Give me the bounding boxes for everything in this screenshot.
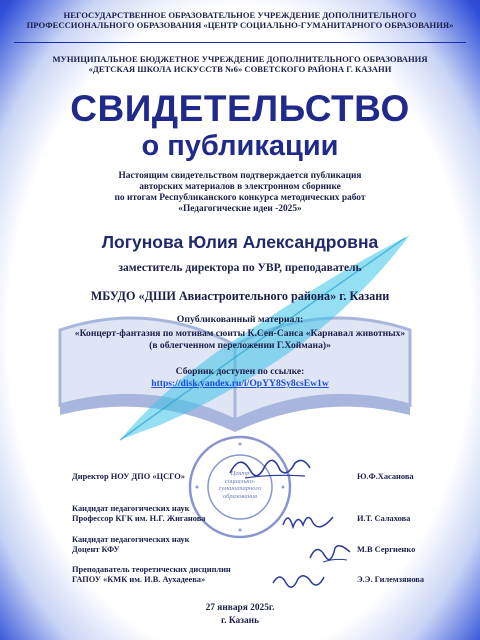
publication-title — [30, 328, 450, 351]
coissuer-line-2: «ДЕТСКАЯ ШКОЛА ИСКУССТВ №6» СОВЕТСКОГО РАЙОНА Г. КАЗАНИ — [88, 64, 392, 74]
stamp-text: Центр социально-гуманитарного образования — [218, 470, 262, 500]
signatory-title-line-1: Кандидат педагогических наук — [72, 535, 190, 544]
issuer-header — [20, 10, 460, 30]
signatory-title-line-1: Директор НОУ ДПО «ЦСГО» — [72, 472, 185, 481]
signatory-title-line-1: Кандидат педагогических наук — [72, 504, 190, 513]
signatory-title — [72, 504, 205, 524]
signatory-title-line-2: ГАПОУ «КМК им. И.В. Аухадеева» — [72, 575, 206, 584]
certificate-title: СВИДЕТЕЛЬСТВО — [70, 88, 410, 129]
intro-text — [40, 171, 440, 215]
recipient-role: заместитель директора по УВР, преподаватель — [118, 262, 362, 274]
intro-line-3: по итогам Республиканского конкурса методических работ — [114, 193, 366, 203]
collection-link[interactable]: https://disk.yandex.ru/i/OpYY8Sy8csEw1w — [151, 378, 329, 389]
signatory-name: М.В Сергиенко — [357, 545, 416, 554]
signatory-title-line-2: Доцент КФУ — [72, 545, 120, 554]
signatory-title — [72, 565, 231, 585]
signatory-title-line-2: Профессор КГК им. Н.Г. Жиганова — [72, 514, 206, 523]
signatory-name: Э.Э. Гилемзянова — [357, 575, 425, 584]
recipient-name: Логунова Юлия Александровна — [101, 232, 379, 252]
intro-line-1: Настоящим свидетельством подтверждается публикация — [118, 171, 362, 181]
link-heading: Сборник доступен по ссылке: — [175, 366, 305, 377]
signatory-title — [72, 472, 185, 482]
certificate-subtitle: о публикации — [141, 130, 339, 162]
signature-gilemzyanova — [268, 565, 328, 595]
signature-salakhova — [278, 505, 338, 535]
publication-heading: Опубликованный материал: — [176, 314, 304, 325]
signatory-title-line-1: Преподаватель теоретических дисциплин — [72, 565, 231, 574]
signatory-name: И.Т. Салахова — [357, 514, 411, 523]
signatory-name: Ю.Ф.Хасанова — [357, 472, 414, 481]
recipient-organization: МБУДО «ДШИ Авиастроительного района» г. Казани — [90, 289, 390, 303]
publication-line-2: (в облегченном переложении Г.Хоймана)» — [149, 339, 331, 351]
publication-line-1: «Концерт-фантазия по мотивам сюиты К.Сен-Санса «Карнавал животных» — [74, 328, 406, 339]
coissuer-line-1: МУНИЦИПАЛЬНОЕ БЮДЖЕТНОЕ УЧРЕЖДЕНИЕ ДОПОЛНИТЕЛЬНОГО ОБРАЗОВАНИЯ — [52, 54, 428, 64]
signature-sergienko — [305, 538, 355, 568]
header-divider — [14, 42, 466, 43]
signatory-title — [72, 535, 190, 555]
intro-line-2: авторских материалов в электронном сборнике — [139, 182, 341, 192]
issuer-line-2: ПРОФЕССИОНАЛЬНОГО ОБРАЗОВАНИЯ «ЦЕНТР СОЦИАЛЬНО-ГУМАНИТАРНОГО ОБРАЗОВАНИЯ» — [26, 20, 454, 30]
intro-line-4: «Педагогические идеи -2025» — [178, 204, 302, 214]
coissuer-header — [20, 54, 460, 74]
issue-city: г. Казань — [220, 616, 260, 626]
issuer-line-1: НЕГОСУДАРСТВЕННОЕ ОБРАЗОВАТЕЛЬНОЕ УЧРЕЖДЕНИЕ ДОПОЛНИТЕЛЬНОГО — [63, 10, 417, 20]
issue-date: 27 января 2025г. — [205, 603, 275, 613]
signature-director — [225, 448, 315, 488]
